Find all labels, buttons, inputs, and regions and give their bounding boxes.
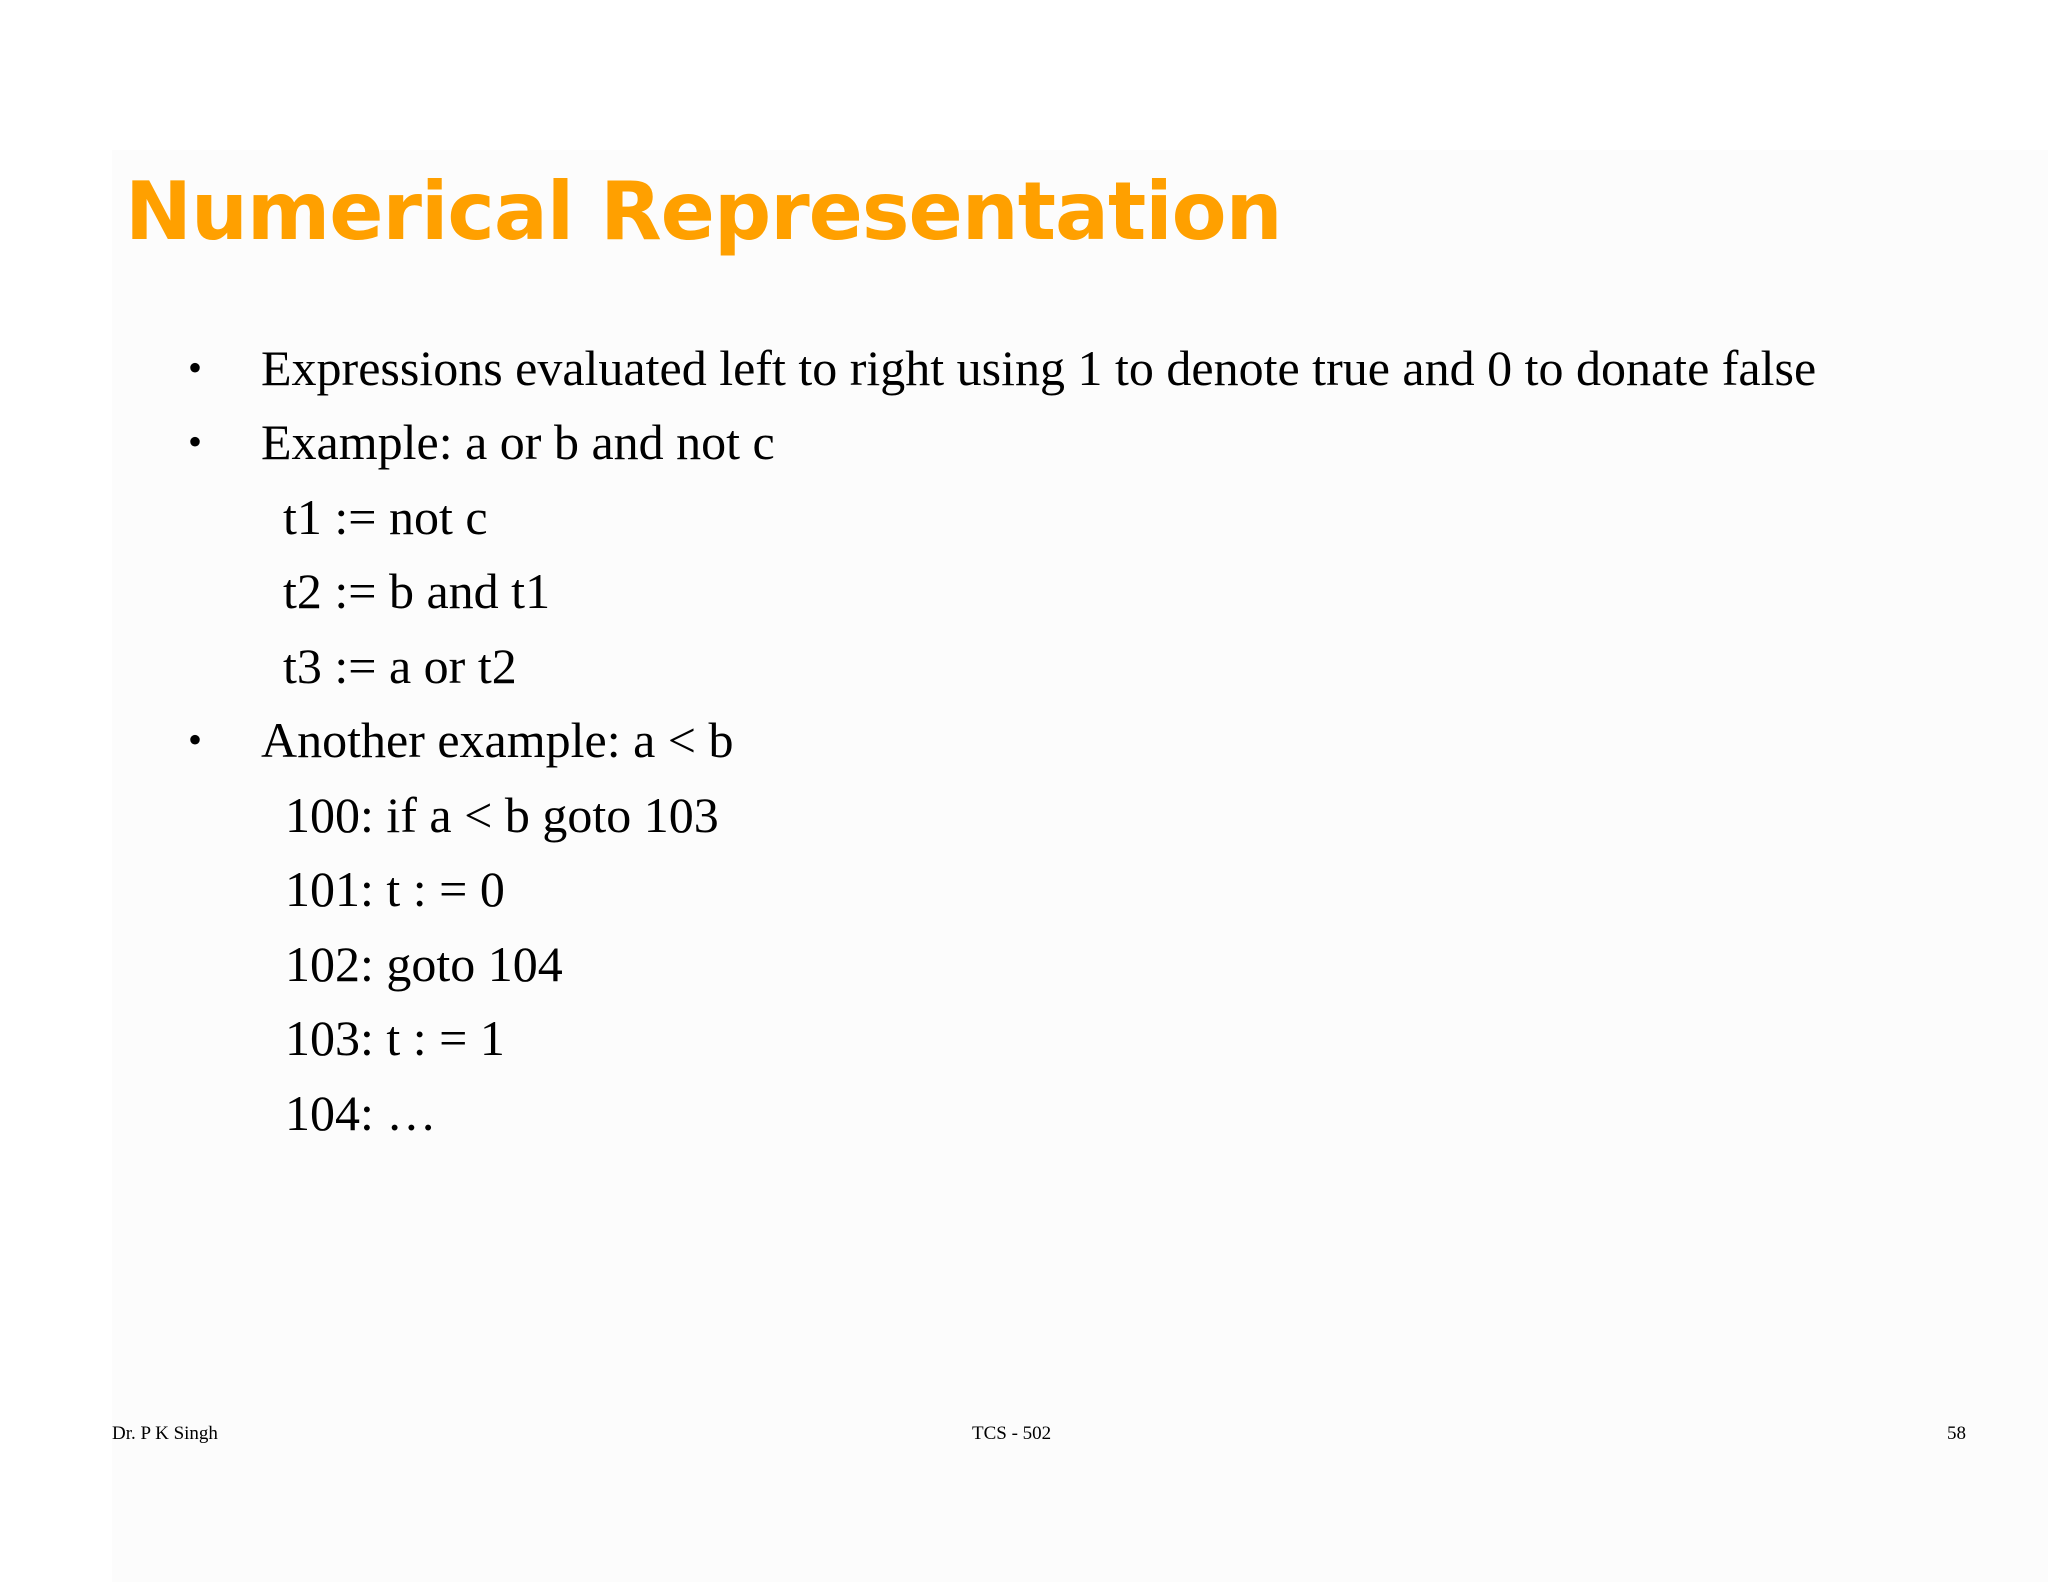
bullet-text: Another example: a < b [261, 712, 734, 768]
slide-title: Numerical Representation [125, 165, 1282, 258]
code-line: t3 := a or t2 [283, 638, 517, 694]
code-line: 101: t : = 0 [285, 861, 505, 917]
footer-author: Dr. P K Singh [112, 1423, 218, 1444]
bullet-text: Example: a or b and not c [261, 414, 775, 470]
footer-course: TCS - 502 [972, 1423, 1052, 1444]
bullet-icon: • [188, 717, 203, 762]
code-line: 102: goto 104 [285, 936, 563, 992]
bullet-text: Expressions evaluated left to right using 1 to denote true and 0 to donate false [261, 340, 1817, 396]
footer-page-number: 58 [1947, 1423, 1966, 1444]
bullet-icon: • [188, 419, 203, 464]
code-line: 100: if a < b goto 103 [285, 787, 719, 843]
code-line: t2 := b and t1 [283, 563, 551, 619]
code-line: t1 := not c [283, 489, 488, 545]
code-line: 104: … [285, 1085, 437, 1141]
code-line: 103: t : = 1 [285, 1010, 505, 1066]
bullet-icon: • [188, 345, 203, 390]
